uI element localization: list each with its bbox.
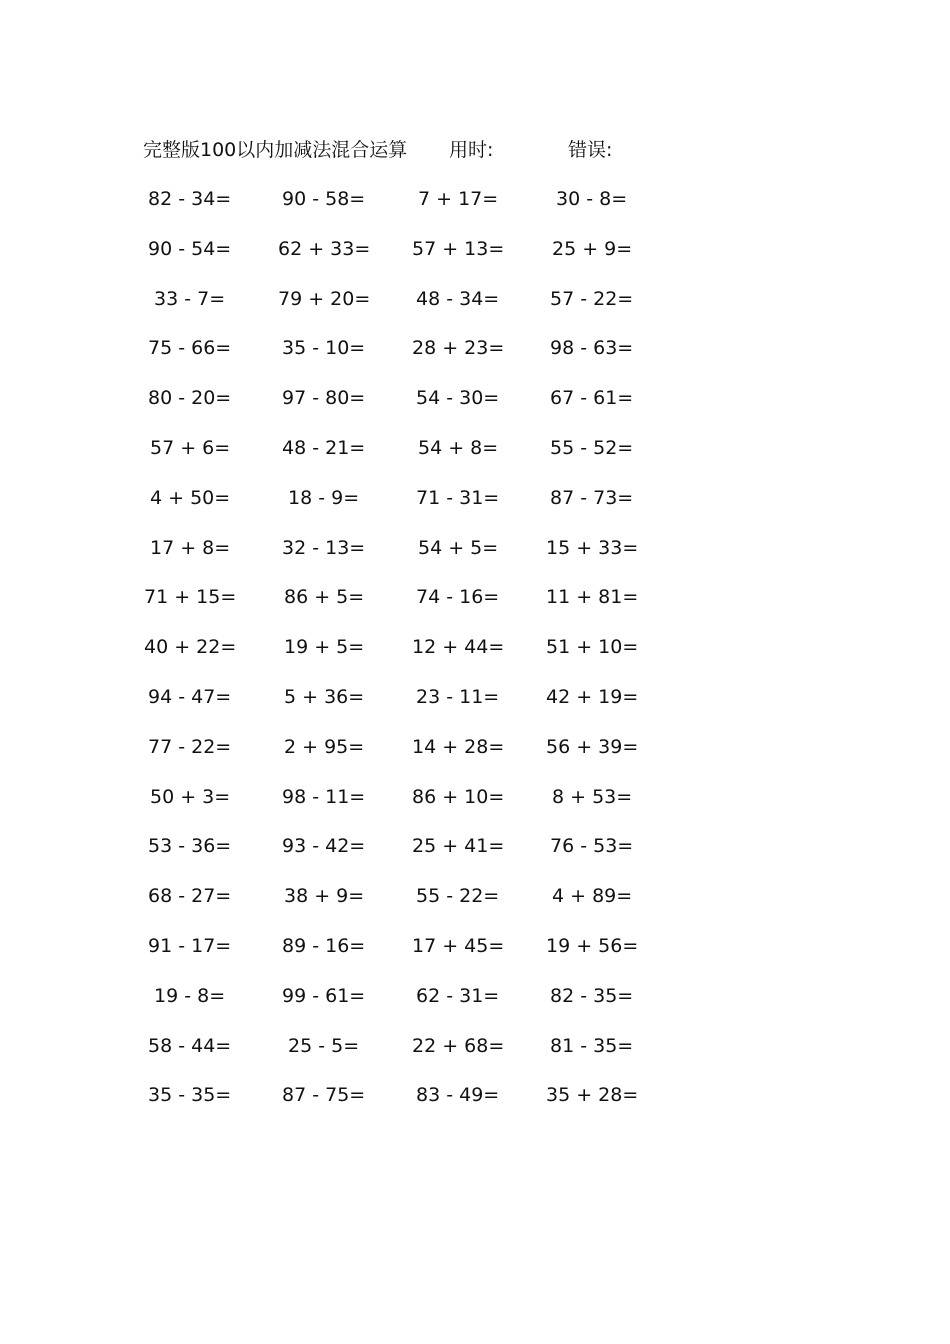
arithmetic-problem: 23 - 11= xyxy=(416,685,500,708)
arithmetic-problem: 8 + 53= xyxy=(552,785,633,808)
arithmetic-problem: 97 - 80= xyxy=(282,387,366,410)
arithmetic-problem: 25 - 5= xyxy=(288,1034,360,1057)
problem-row xyxy=(0,285,950,335)
problem-row xyxy=(0,534,950,584)
arithmetic-problem: 17 + 45= xyxy=(412,934,505,957)
arithmetic-problem: 75 - 66= xyxy=(148,337,232,360)
arithmetic-problem: 68 - 27= xyxy=(148,885,232,908)
arithmetic-problem: 4 + 50= xyxy=(150,486,231,509)
problem-row xyxy=(0,683,950,733)
arithmetic-problem: 57 + 13= xyxy=(412,237,505,260)
arithmetic-problem: 48 - 21= xyxy=(282,436,366,459)
arithmetic-problem: 71 - 31= xyxy=(416,486,500,509)
arithmetic-problem: 42 + 19= xyxy=(546,685,639,708)
arithmetic-problem: 67 - 61= xyxy=(550,387,634,410)
arithmetic-problem: 82 - 34= xyxy=(148,188,232,210)
arithmetic-problem: 7 + 17= xyxy=(418,188,499,210)
arithmetic-problem: 40 + 22= xyxy=(144,636,237,659)
arithmetic-problem: 58 - 44= xyxy=(148,1034,232,1057)
arithmetic-problem: 57 + 6= xyxy=(150,436,231,459)
problem-row xyxy=(0,235,950,285)
arithmetic-problem: 99 - 61= xyxy=(282,984,366,1007)
arithmetic-problem: 62 - 31= xyxy=(416,984,500,1007)
problem-row xyxy=(0,1081,950,1131)
arithmetic-problem: 87 - 75= xyxy=(282,1084,366,1107)
arithmetic-problem: 32 - 13= xyxy=(282,536,366,559)
arithmetic-problem: 91 - 17= xyxy=(148,934,232,957)
arithmetic-problem: 17 + 8= xyxy=(150,536,231,559)
arithmetic-problem: 74 - 16= xyxy=(416,586,500,609)
arithmetic-problem: 5 + 36= xyxy=(284,685,365,708)
arithmetic-problem: 19 - 8= xyxy=(154,984,226,1007)
arithmetic-problem: 30 - 8= xyxy=(556,188,628,210)
problem-row xyxy=(0,334,950,384)
error-label: 错误: xyxy=(568,139,613,161)
arithmetic-problem: 50 + 3= xyxy=(150,785,231,808)
arithmetic-problem: 71 + 15= xyxy=(144,586,237,609)
arithmetic-problem: 19 + 5= xyxy=(284,636,365,659)
arithmetic-problem: 35 - 10= xyxy=(282,337,366,360)
arithmetic-problem: 53 - 36= xyxy=(148,835,232,858)
problem-grid xyxy=(0,185,950,1131)
problem-row xyxy=(0,832,950,882)
arithmetic-problem: 14 + 28= xyxy=(412,735,505,758)
arithmetic-problem: 98 - 63= xyxy=(550,337,634,360)
arithmetic-problem: 56 + 39= xyxy=(546,735,639,758)
arithmetic-problem: 94 - 47= xyxy=(148,685,232,708)
problem-row xyxy=(0,185,950,235)
worksheet-header xyxy=(143,136,663,164)
worksheet-title: 完整版100以内加减法混合运算 xyxy=(143,139,408,161)
arithmetic-problem: 83 - 49= xyxy=(416,1084,500,1107)
arithmetic-problem: 54 - 30= xyxy=(416,387,500,410)
arithmetic-problem: 22 + 68= xyxy=(412,1034,505,1057)
arithmetic-problem: 54 + 8= xyxy=(418,436,499,459)
arithmetic-problem: 81 - 35= xyxy=(550,1034,634,1057)
arithmetic-problem: 19 + 56= xyxy=(546,934,639,957)
arithmetic-problem: 87 - 73= xyxy=(550,486,634,509)
arithmetic-problem: 35 + 28= xyxy=(546,1084,639,1107)
arithmetic-problem: 12 + 44= xyxy=(412,636,505,659)
arithmetic-problem: 4 + 89= xyxy=(552,885,633,908)
time-label: 用时: xyxy=(449,139,494,161)
arithmetic-problem: 80 - 20= xyxy=(148,387,232,410)
arithmetic-problem: 55 - 52= xyxy=(550,436,634,459)
arithmetic-problem: 2 + 95= xyxy=(284,735,365,758)
arithmetic-problem: 90 - 58= xyxy=(282,188,366,210)
arithmetic-problem: 28 + 23= xyxy=(412,337,505,360)
problem-row xyxy=(0,583,950,633)
arithmetic-problem: 55 - 22= xyxy=(416,885,500,908)
arithmetic-problem: 62 + 33= xyxy=(278,237,371,260)
arithmetic-problem: 48 - 34= xyxy=(416,287,500,310)
problem-row xyxy=(0,783,950,833)
arithmetic-problem: 82 - 35= xyxy=(550,984,634,1007)
problem-row xyxy=(0,384,950,434)
problem-row xyxy=(0,1032,950,1082)
problem-row xyxy=(0,484,950,534)
arithmetic-problem: 38 + 9= xyxy=(284,885,365,908)
arithmetic-problem: 33 - 7= xyxy=(154,287,226,310)
arithmetic-problem: 35 - 35= xyxy=(148,1084,232,1107)
problem-row xyxy=(0,932,950,982)
arithmetic-problem: 25 + 41= xyxy=(412,835,505,858)
arithmetic-problem: 86 + 10= xyxy=(412,785,505,808)
problem-row xyxy=(0,882,950,932)
arithmetic-problem: 18 - 9= xyxy=(288,486,360,509)
arithmetic-problem: 98 - 11= xyxy=(282,785,366,808)
arithmetic-problem: 54 + 5= xyxy=(418,536,499,559)
arithmetic-problem: 89 - 16= xyxy=(282,934,366,957)
arithmetic-problem: 51 + 10= xyxy=(546,636,639,659)
arithmetic-problem: 15 + 33= xyxy=(546,536,639,559)
arithmetic-problem: 93 - 42= xyxy=(282,835,366,858)
arithmetic-problem: 86 + 5= xyxy=(284,586,365,609)
arithmetic-problem: 25 + 9= xyxy=(552,237,633,260)
arithmetic-problem: 90 - 54= xyxy=(148,237,232,260)
arithmetic-problem: 76 - 53= xyxy=(550,835,634,858)
problem-row xyxy=(0,733,950,783)
problem-row xyxy=(0,434,950,484)
arithmetic-problem: 77 - 22= xyxy=(148,735,232,758)
arithmetic-problem: 57 - 22= xyxy=(550,287,634,310)
problem-row xyxy=(0,633,950,683)
arithmetic-problem: 11 + 81= xyxy=(546,586,639,609)
problem-row xyxy=(0,982,950,1032)
arithmetic-problem: 79 + 20= xyxy=(278,287,371,310)
